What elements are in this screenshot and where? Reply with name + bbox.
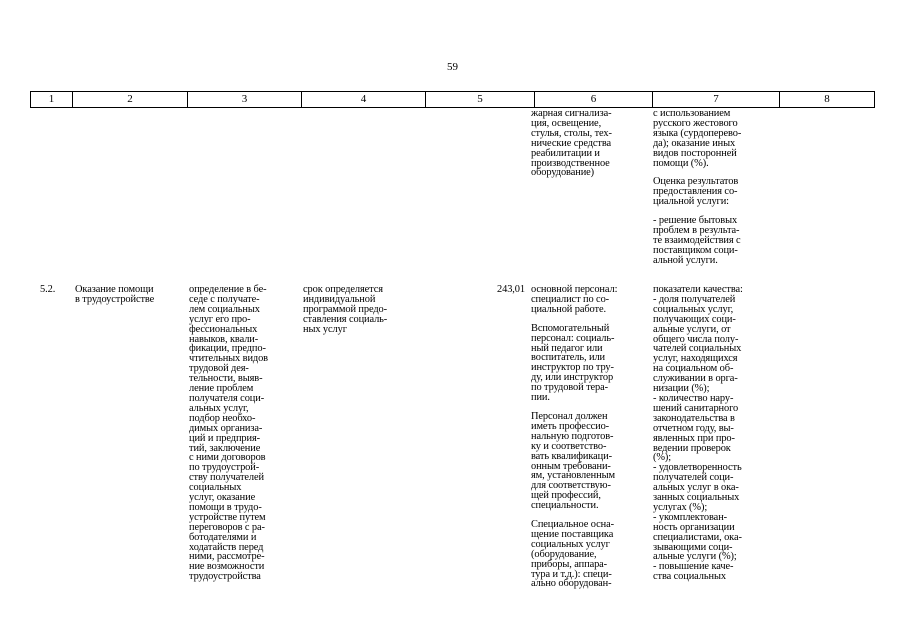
text-line: тура и т.д.): специ- [531, 568, 612, 580]
service-quality-cell [653, 285, 775, 582]
text-line: ству получателей [189, 472, 264, 484]
column-header-1: 1 [31, 92, 73, 107]
text-line: иметь профессио- [531, 420, 610, 432]
text-line: подбор необхо- [189, 412, 256, 424]
text-line: основной персонал: [531, 284, 618, 295]
text-line: получателей соци- [653, 472, 734, 484]
text-line: альные услуги, от [653, 323, 731, 335]
text-line: социальных услуг [531, 538, 610, 550]
text-line: специалист по со- [531, 293, 610, 305]
text-line: законодательства в [653, 412, 735, 424]
text-line: показатели качества: [653, 284, 743, 295]
text-line: ставления социаль- [303, 313, 388, 325]
text-line: русского жестового [653, 117, 738, 129]
table-header-row [30, 91, 875, 108]
text-line: стулья, столы, тех- [531, 127, 612, 139]
column-header-7: 7 [653, 92, 780, 107]
text-line: срок определяется [303, 284, 383, 295]
text-line: - повышение каче- [653, 561, 734, 573]
page-number: 59 [447, 61, 458, 73]
text-line: щей профессий, [531, 490, 601, 502]
text-line: явленных при про- [653, 432, 735, 444]
column-header-6: 6 [535, 92, 653, 107]
text-line: ходатайств перед [189, 541, 264, 553]
text-line: воспитатель, или [531, 352, 606, 364]
text-line: предоставления со- [653, 186, 738, 198]
text-line: те взаимодействия с [653, 234, 741, 246]
text-line: помощи в трудо- [189, 501, 262, 513]
text-line: ально оборудован- [531, 578, 612, 590]
text-line: ление проблем [189, 383, 254, 395]
text-line: занных социальных [653, 492, 740, 504]
text-line: чтительных видов [189, 353, 268, 365]
text-line: служивании в орга- [653, 373, 738, 385]
text-line: Вспомогательный [531, 322, 610, 334]
text-line: услуг его про- [189, 313, 251, 325]
text-line: видов посторонней [653, 147, 737, 159]
service-term-cell [303, 285, 421, 335]
text-line: языка (сурдоперево- [653, 127, 742, 139]
service-conditions-cell [531, 285, 649, 589]
text-line: услугах (%); [653, 501, 708, 513]
text-line: тельности, выяв- [189, 373, 263, 385]
text-line: лем социальных [189, 303, 260, 315]
text-line: услуг, оказание [189, 492, 256, 504]
text-line: Оказание помощи [75, 284, 154, 295]
text-line: специальности. [531, 500, 599, 512]
text-line: получающих соци- [653, 313, 736, 325]
text-line: да); оказание иных [653, 137, 736, 149]
text-line: специалистами, ока- [653, 531, 742, 543]
text-line: ций и предприя- [189, 432, 261, 444]
text-line: ный педагог или [531, 342, 603, 354]
text-line: ду, или инструктор [531, 372, 614, 384]
text-line: онным требовани- [531, 460, 611, 472]
text-line: жарная сигнализа- [531, 108, 612, 119]
column-header-8: 8 [824, 93, 830, 105]
text-line: программой предо- [303, 303, 387, 315]
text-line: устройстве путем [189, 511, 266, 523]
column-header-2: 2 [73, 92, 188, 107]
text-line: шений санитарного [653, 402, 739, 414]
text-line: седе с получате- [189, 293, 260, 305]
text-line: - количество нару- [653, 392, 734, 404]
text-line: реабилитации и [531, 147, 600, 159]
text-line: димых организа- [189, 422, 263, 434]
text-line: Специальное осна- [531, 519, 614, 531]
text-line: переговоров с ра- [189, 521, 265, 533]
text-line: ства социальных [653, 571, 726, 583]
text-line: ция, освещение, [531, 117, 602, 129]
text-line: ям, установленным [531, 470, 615, 482]
column-header-5: 5 [426, 92, 535, 107]
text-line: нические средства [531, 137, 612, 149]
text-line: - доля получателей [653, 293, 736, 305]
text-line: ведении проверок [653, 442, 731, 454]
text-line: оборудование) [531, 167, 595, 179]
column-header-3: 3 [188, 92, 302, 107]
row-number: 5.2. [40, 284, 56, 295]
text-line: приборы, аппара- [531, 558, 608, 570]
text-line: услуг, находящихся [653, 353, 738, 365]
text-line: - укомплектован- [653, 511, 728, 523]
text-line: альной услуги. [653, 254, 718, 266]
text-line: низации (%); [653, 383, 710, 395]
text-line: ботодателями и [189, 531, 257, 543]
text-line: (%); [653, 452, 672, 464]
text-line: тий, заключение [189, 442, 261, 454]
text-line: для соответствую- [531, 480, 611, 492]
text-line: чателей социальных [653, 343, 742, 355]
text-line: пии. [531, 392, 550, 404]
text-line: трудовой дея- [189, 363, 249, 375]
text-line: - удовлетворенность [653, 462, 742, 474]
text-line: Персонал должен [531, 410, 608, 422]
text-line: циальной работе. [531, 303, 606, 315]
text-line: щение поставщика [531, 528, 614, 540]
text-line: по трудовой тера- [531, 382, 609, 394]
text-line: - решение бытовых [653, 215, 738, 227]
text-line: ность организации [653, 521, 735, 533]
text-line: вать квалификаци- [531, 450, 612, 462]
text-line: отчетном году, вы- [653, 422, 734, 434]
text-line: навыков, квали- [189, 333, 259, 345]
text-line: нальную подготов- [531, 430, 614, 442]
text-line: производственное [531, 157, 610, 169]
text-line: получателя соци- [189, 392, 265, 404]
text-line: персонал: социаль- [531, 332, 615, 344]
text-line: с ними договоров [189, 452, 266, 464]
service-content-cell [189, 285, 299, 582]
text-line: ных услуг [303, 323, 347, 335]
text-line: с использованием [653, 108, 731, 119]
text-line: альных услуг в ока- [653, 482, 739, 494]
continued-quality-cell [653, 109, 775, 266]
service-name-cell [75, 285, 185, 305]
text-line: ними, рассмотре- [189, 551, 265, 563]
text-line: ку и соответство- [531, 440, 607, 452]
text-line: Оценка результатов [653, 176, 739, 188]
text-line: общего числа полу- [653, 333, 739, 345]
column-header-4: 4 [302, 92, 426, 107]
text-line: социальных услуг, [653, 303, 734, 315]
continued-equipment-cell [531, 109, 649, 178]
text-line: циальной услуги: [653, 196, 729, 208]
text-line: фессиональных [189, 323, 258, 335]
text-line: социальных [189, 482, 242, 494]
text-line: по трудоустрой- [189, 462, 260, 474]
text-line: зывающими соци- [653, 541, 733, 553]
text-line: ние возможности [189, 561, 265, 573]
text-line: в трудоустройстве [75, 293, 155, 305]
text-line: индивидуальной [303, 293, 376, 305]
text-line: помощи (%). [653, 157, 709, 169]
text-line: поставщиком соци- [653, 244, 738, 256]
text-line: определение в бе- [189, 284, 267, 295]
text-line: инструктор по тру- [531, 362, 614, 374]
text-line: проблем в результа- [653, 225, 740, 237]
text-line: альные услуги (%); [653, 551, 737, 563]
text-line: фикации, предпо- [189, 343, 266, 355]
text-line: альных услуг, [189, 402, 249, 414]
service-tariff: 243,01 [497, 284, 525, 295]
text-line: (оборудование, [531, 548, 597, 560]
text-line: на социальном об- [653, 363, 734, 375]
text-line: трудоустройства [189, 571, 261, 583]
